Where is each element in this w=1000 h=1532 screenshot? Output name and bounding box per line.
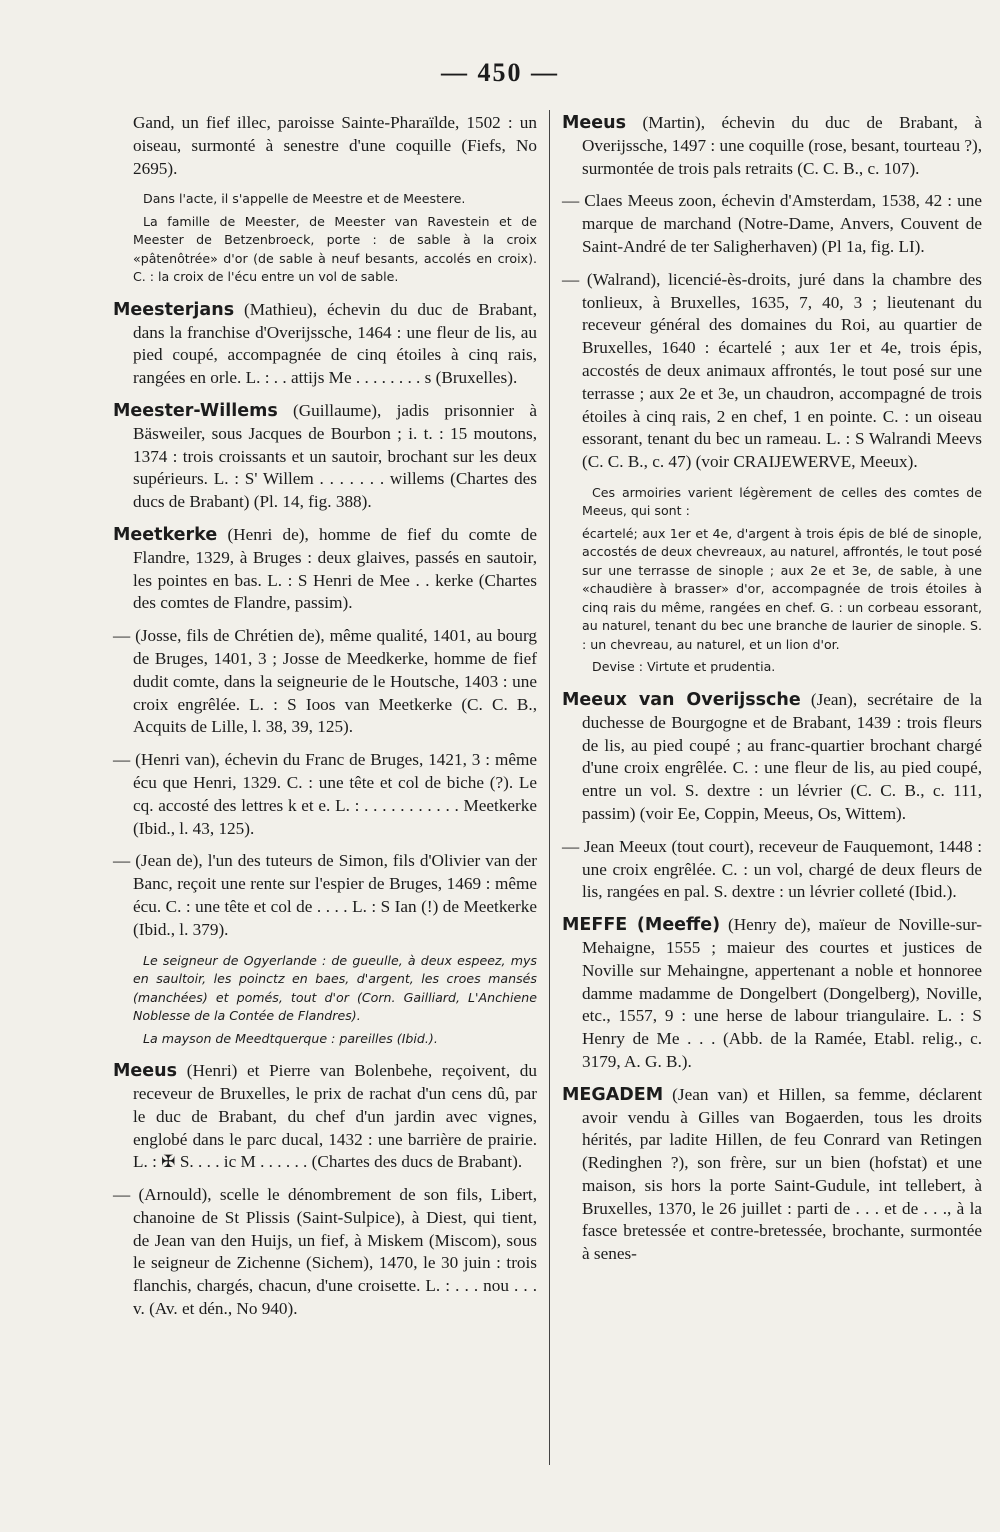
entry-heading: Meeus	[562, 113, 627, 133]
entry-claes-meeus: — Claes Meeus zoon, échevin d'Amsterdam, 1538, 42 : une marque de marchand (Notre-Dame, Anvers, Couvent de Saint-André de ter Saligherhaven) (Pl 1a, fig. LI).	[562, 191, 982, 256]
note: La mayson de Meedtquerque : pareilles (Ibid.).	[143, 1030, 438, 1046]
entry-text: (Mathieu), échevin du duc de Brabant, dans la franchise d'Overijssche, 1464 : une fleur de lis, au pied coupé, accompagnée de cinq étoiles à cinq rais, rangées en orle. L. : . . attijs Me . . . . . . . . s (Bruxelles).	[133, 299, 537, 388]
entry-meester-willems	[113, 400, 537, 514]
entry-meetkerke	[113, 524, 537, 615]
entry-heading: Meetkerke	[113, 525, 218, 546]
entry-heading: Meester-Willems	[113, 401, 278, 422]
entry-text: (Martin), échevin du duc de Brabant, à Overijssche, 1497 : une coquille (rose, besant, tourteau ?), surmontée de trois pals retraits (C. C. B., c. 107).	[582, 113, 982, 178]
entry-text: (Henri) et Pierre van Bolenbehe, reçoivent, du receveur de Bruxelles, le prix de rachat d'un cens dû, par le duc de Brabant, du chef d'un jardin avec vignes, englobé dans le parc ducal, 1432 : une barrière de prairie. L. : ✠ S. . . . ic M . . . . . . (Chartes des ducs de Brabant).	[133, 1061, 537, 1172]
note: Le seigneur de Ogyerlande : de gueulle, à deux espeez, mys en saultoir, les poinctz en baes, d'argent, les croes mansés (manchées) et pomés, tout d'or (Corn. Gailliard, L'Anchiene Noblesse de la Contée de Flandres).	[133, 952, 537, 1024]
entry-heading: Meesterjans	[113, 299, 235, 320]
left-column	[113, 112, 537, 1331]
note: Devise : Virtute et prudentia.	[592, 659, 776, 675]
entry-jean-de: — (Jean de), l'un des tuteurs de Simon, fils d'Olivier van der Banc, reçoit une rente sur l'espier de Bruges, 1469 : même écu. C. : une tête et col de . . . . L. : S Ian (!) de Meetkerke (Ibid., l. 379).	[113, 851, 537, 939]
entry-text: (Guillaume), jadis prisonnier à Bäsweiler, sous Jacques de Bourbon ; i. t. : 15 moutons, 1374 : trois croissants et un sautoir, brochant sur les deux supérieurs. L. : S' Willem . . . . . . . willems (Chartes des ducs de Brabant) (Pl. 14, fig. 388).	[133, 401, 537, 512]
right-column	[562, 112, 982, 1276]
entry-heading: MEFFE (Meeffe)	[562, 915, 721, 936]
entry-text: (Jean van) et Hillen, sa femme, déclarent avoir vendu à Gilles van Bogaerden, tous les droits hérités, par ladite Hillen, de feu Conrard van Retingen (Redinghen ?), son frère, sur un bien (hofstat) et une maison, sis hors la porte Saint-Gudule, int tellebert, à Bruxelles, 1370, le 26 juillet : parti de . . . et de . . ., à la fasce bretessée et contre-bretessée, brochante, surmontée à senes-	[582, 1084, 982, 1264]
entry-meeux-van-overijssche	[562, 689, 982, 826]
note: Dans l'acte, il s'appelle de Meestre et de Meestere.	[143, 191, 466, 207]
entry-jean-meeux: — Jean Meeux (tout court), receveur de Fauquemont, 1448 : une croix engrêlée. C. : un vol, chargé de deux fleurs de lis, rangées en pal. S. dextre : un lévrier colleté (Ibid.).	[562, 836, 982, 902]
page-number: — 450 —	[441, 58, 559, 87]
entry-meesterjans	[113, 299, 537, 390]
note: La famille de Meester, de Meester van Ravestein et de Meester de Betzenbroeck, porte : de sable à la croix «pâtenôtrée» d'or (de sable à neuf besants, accolés en croix). C. : la croix de l'écu entre un vol de sable.	[133, 213, 537, 285]
note: écartelé; aux 1er et 4e, d'argent à trois épis de blé de sinople, accostés de deux chevreaux, au naturel, affrontés, le tout posé sur une terrasse de sinople ; aux 2e et 3e, de sable, à une «chaudière à brasser» d'or, accompagnée de trois étoiles à cinq rais du même, rangées en chef. G. : un corbeau essorant, au naturel, tenant du bec une branche de laurier de sinople. S. : un chevreau, au naturel, et un lion d'or.	[582, 525, 982, 652]
entry-meeus-henri	[113, 1060, 537, 1174]
entry-walrand: — (Walrand), licencié-ès-droits, juré dans la chambre des tonlieux, à Bruxelles, 1635, 7, 40, 3 ; lieutenant du receveur général des domaines du Roi, au quartier de Bruxelles, 1640 : écartelé ; aux 1er et 4e, trois épis, accostés de deux animaux affrontés, le tout posé sur une terrasse ; aux 2e et 3e, un chaudron, accompagné de trois étoiles à cinq rais, 2 en chef, 1 en pointe. C. : un oiseau essorant, tenant du bec un rameau. L. : S Walrandi Meevs (C. C. B., c. 47) (voir CRAIJEWERVE, Meeux).	[562, 269, 982, 472]
entry-megadem	[562, 1084, 982, 1266]
column-divider	[549, 110, 550, 1465]
entry-henri-van: — (Henri van), échevin du Franc de Bruges, 1421, 3 : même écu que Henri, 1329. C. : une tête et col de biche (?). Le cq. accosté des lettres k et e. L. : . . . . . . . . . . . Meetkerke (Ibid., l. 43, 125).	[113, 750, 537, 838]
entry-continuation: Gand, un fief illec, paroisse Sainte-Pharaïlde, 1502 : un oiseau, surmonté à senestre d'une coquille (Fiefs, No 2695).	[133, 113, 537, 178]
entry-josse: — (Josse, fils de Chrétien de), même qualité, 1401, au bourg de Bruges, 1401, 3 ; Josse de Meedkerke, homme de fief dudit comte, dans la seigneurie de le Houtsche, 1403 : une croix engrêlée. L. : S Ioos van Meetkerke (C. C. B., Acquits de Lille, l. 38, 39, 125).	[113, 626, 537, 737]
entry-meeus-martin	[562, 112, 982, 180]
entry-heading: MEGADEM	[562, 1084, 664, 1105]
entry-heading: Meeus	[113, 1061, 178, 1082]
entry-heading: Meeux van Overijssche	[562, 689, 801, 710]
entry-text: (Henri de), homme de fief du comte de Flandre, 1329, à Bruges : deux glaives, passés en sautoir, les pointes en bas. L. : S Henri de Mee . . kerke (Chartes des comtes de Flandre, passim).	[133, 525, 537, 613]
entry-arnould: — (Arnould), scelle le dénombrement de son fils, Libert, chanoine de St Plissis (Saint-Sulpice), à Diest, qui tient, de Jean van den Huijs, un fief, à Miskem (Miscom), sous le seigneur de Zichenne (Sichem), 1470, le 30 juin : trois flanchis, chargés, chacun, d'une croisette. L. : . . . nou . . . v. (Av. et dén., No 940).	[113, 1185, 537, 1319]
entry-meffe	[562, 914, 982, 1074]
note: Ces armoiries varient légèrement de celles des comtes de Meeus, qui sont :	[582, 484, 982, 519]
entry-text: (Henry de), maïeur de Noville-sur-Mehaigne, 1555 ; maieur des courtes et justices de Noville sur Mehaingne, appertenant a noble et honnoree damme madamme de Dongelbert (Dongelberg), Noville, etc., 1557, 9 : une herse de labour triangulaire. L. : S Henry de Me . . . (Abb. de la Ramée, Etabl. relig., c. 3179, A. G. B.).	[582, 915, 982, 1071]
entry-text: (Jean), secrétaire de la duchesse de Bourgogne et de Brabant, 1439 : trois fleurs de lis, au pied coupé ; au franc-quartier brochant chargé d'une croix engrêlée. C. : une fleur de lis, au pied coupé, entre un vol. S. dextre : un lévrier (C. C. B., c. 111, passim) (voir Ee, Coppin, Meeus, Os, Wittem).	[582, 689, 982, 823]
